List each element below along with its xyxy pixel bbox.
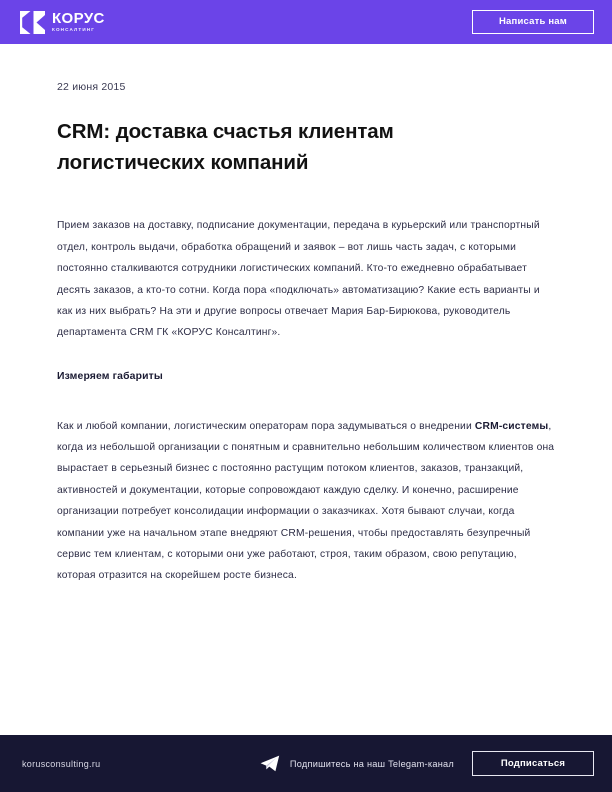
paragraph-intro: Прием заказов на доставку, подписание документации, передача в курьерский или транспортный отдел, контроль выдачи, обработка обращений и заявок – вот лишь часть задач, с которыми постоянно сталкиваются сотрудники логистических компаний. Кто-то ежедневно обрабатывает десять заказов, а кто-то сотни. Когда пора «подключать» автоматизацию? Какие есть варианты и как из них выбрать? На эти и другие вопросы отвечает Мария Бар-Бирюкова, руководитель департамента CRM ГК «КОРУС Консалтинг». — [57, 220, 540, 339]
paragraph-lead-text: Как и любой компании, логистическим операторам пора задумываться о внедрении — [57, 420, 475, 432]
site-footer — [0, 735, 612, 792]
article-container — [0, 81, 612, 587]
brand-subtitle: КОНСАЛТИНГ — [52, 27, 96, 33]
telegram-paper-plane-icon — [260, 755, 280, 772]
telegram-promo[interactable] — [260, 755, 454, 772]
site-header — [0, 0, 612, 44]
brand-logo[interactable] — [20, 11, 105, 34]
brand-name: КОРУС — [52, 10, 105, 28]
telegram-promo-text: Подпишитесь на наш Telegam-канал — [289, 758, 454, 769]
contact-us-button[interactable]: Написать нам — [472, 10, 594, 34]
section-subheading: Измеряем габариты — [57, 370, 163, 382]
article-body — [57, 178, 555, 587]
paragraph-tail-text: , когда из небольшой организации с понятным и сравнительно небольшим количеством клиентов она вырастает в серьезный бизнес с постоянно растущим потоком клиентов, заказов, транзакций, активностей и документации, которые сопровождают каждую сделку. И конечно, расширение организации потребует консолидации информации о заказчиках. Хотя бывают случаи, когда компании уже на начальном этапе внедряют CRM-решения, чтобы предоставлять безупречный сервис тем клиентам, с которыми они уже работают, строя, таким образом, свою репутацию, которая отразится на скорейшем росте бизнеса. — [57, 420, 555, 582]
footer-website-link[interactable]: korusconsulting.ru — [22, 758, 101, 769]
page-title: CRM: доставка счастья клиентам логистических компаний — [57, 120, 394, 175]
subscribe-button[interactable]: Подписаться — [472, 751, 594, 776]
post-date: 22 июня 2015 — [57, 81, 126, 93]
paragraph-emphasis-text: CRM-системы — [474, 420, 549, 432]
paragraph-body-1 — [57, 388, 555, 587]
korus-mark-icon — [20, 11, 45, 34]
